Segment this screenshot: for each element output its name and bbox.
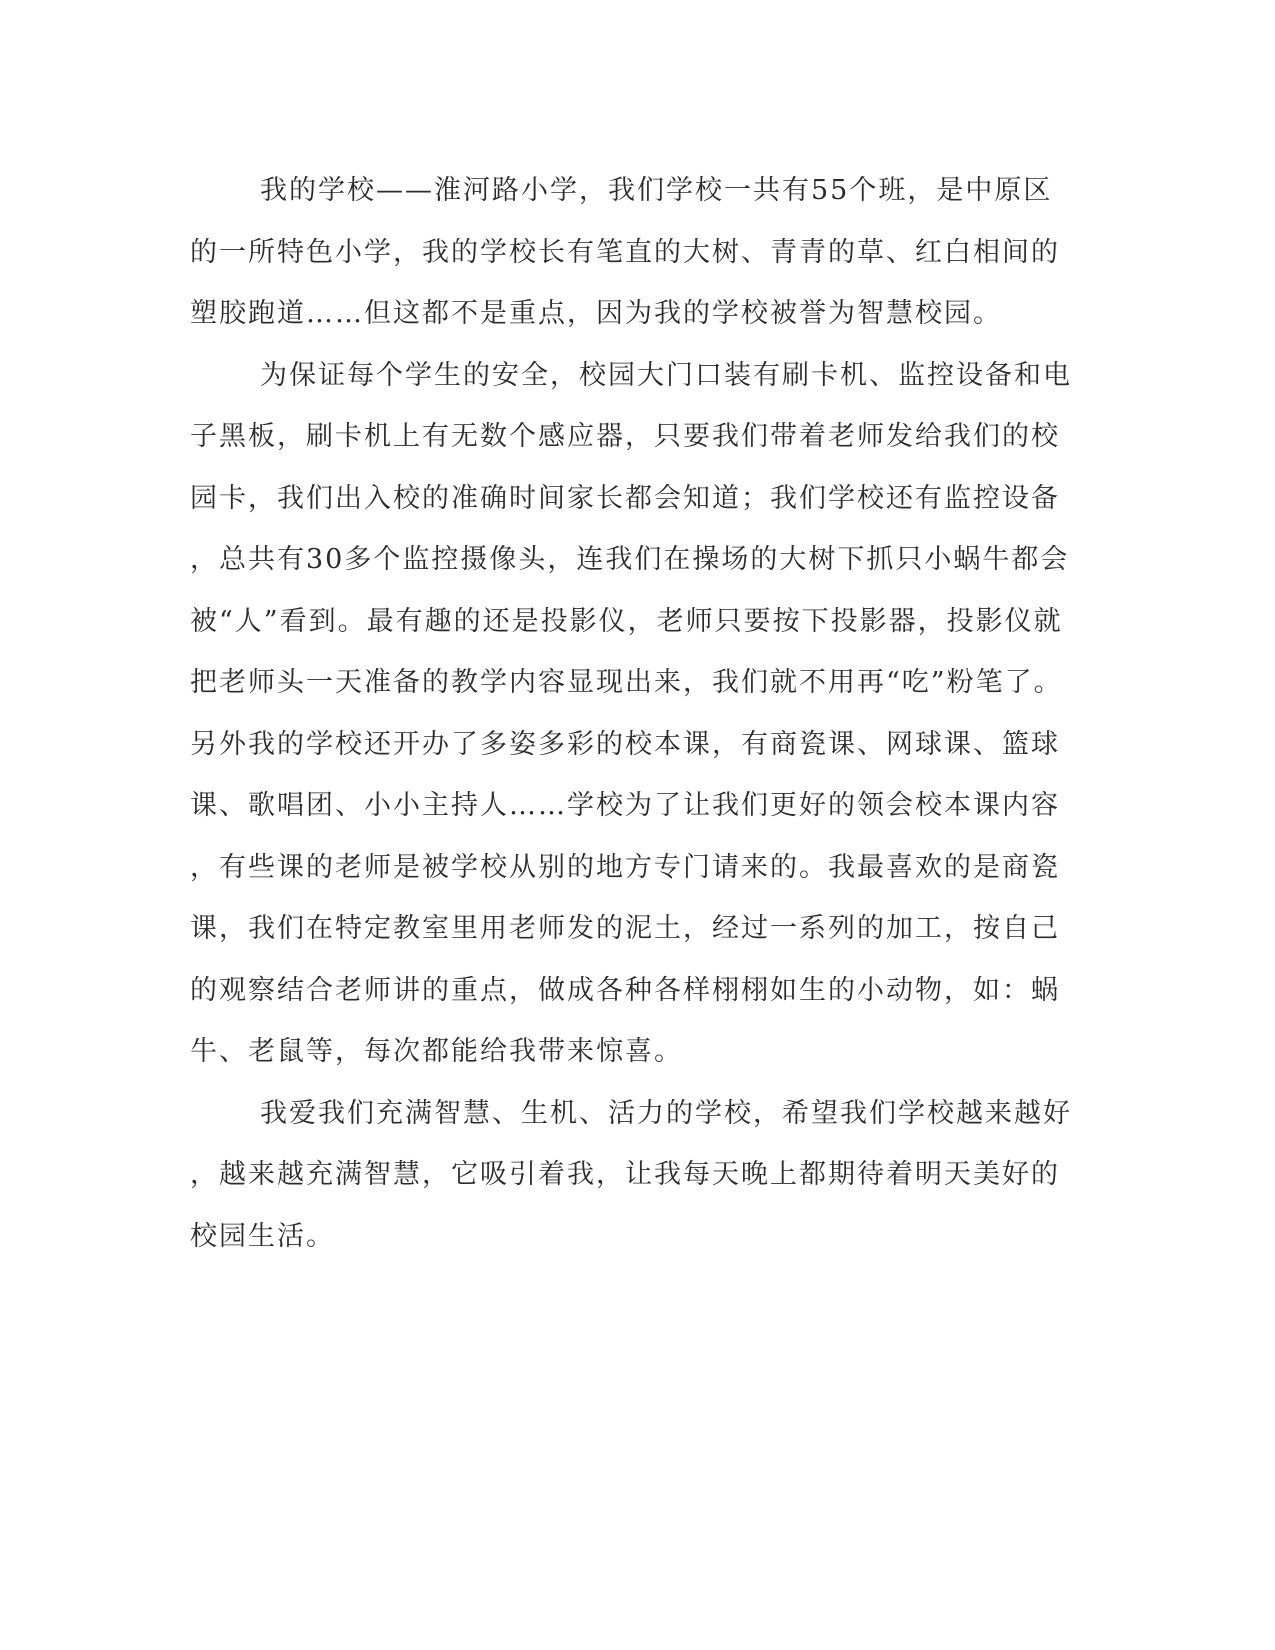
paragraph-2-line-8: 课、歌唱团、小小主持人……学校为了让我们更好的领会校本课内容 — [190, 790, 1060, 821]
paragraph-2-line-1: 为保证每个学生的安全，校园大门口装有刷卡机、监控设备和电 — [260, 359, 1072, 391]
paragraph-3-line-2: ，越来越充满智慧，它吸引着我，让我每天晚上都期待着明天美好的 — [190, 1159, 1060, 1190]
paragraph-1-line-3: 塑胶跑道……但这都不是重点，因为我的学校被誉为智慧校园。 — [190, 298, 1002, 329]
paragraph-1-line-2: 的一所特色小学，我的学校长有笔直的大树、青青的草、红白相间的 — [190, 236, 1060, 268]
paragraph-1-line-1: 我的学校——淮河路小学，我们学校一共有55个班，是中原区 — [260, 175, 1053, 206]
paragraph-2-line-12: 牛、老鼠等，每次都能给我带来惊喜。 — [190, 1036, 683, 1067]
paragraph-2-line-7: 另外我的学校还开办了多姿多彩的校本课，有商瓷课、网球课、篮球 — [190, 728, 1060, 760]
paragraph-2-line-5: 被“人”看到。最有趣的还是投影仪，老师只要按下投影器，投影仪就 — [190, 605, 1063, 637]
paragraph-2-line-10: 课，我们在特定教室里用老师发的泥土，经过一系列的加工，按自己 — [190, 913, 1060, 944]
paragraph-2-line-6: 把老师头一天准备的教学内容显现出来，我们就不用再“吃”粉笔了。 — [190, 667, 1063, 698]
paragraph-2-line-9: ，有些课的老师是被学校从别的地方专门请来的。我最喜欢的是商瓷 — [190, 851, 1060, 883]
document-body — [190, 160, 1070, 1267]
paragraph-2-line-11: 的观察结合老师讲的重点，做成各种各样栩栩如生的小动物，如：蜗 — [190, 974, 1060, 1006]
paragraph-3-line-3: 校园生活。 — [190, 1220, 335, 1252]
paragraph-3-line-1: 我爱我们充满智慧、生机、活力的学校，希望我们学校越来越好 — [260, 1097, 1072, 1129]
paragraph-2-line-2: 子黑板，刷卡机上有无数个感应器，只要我们带着老师发给我们的校 — [190, 421, 1060, 452]
paragraph-2-line-3: 园卡，我们出入校的准确时间家长都会知道；我们学校还有监控设备 — [190, 482, 1060, 514]
paragraph-2-line-4: ，总共有30多个监控摄像头，连我们在操场的大树下抓只小蜗牛都会 — [190, 544, 1070, 575]
